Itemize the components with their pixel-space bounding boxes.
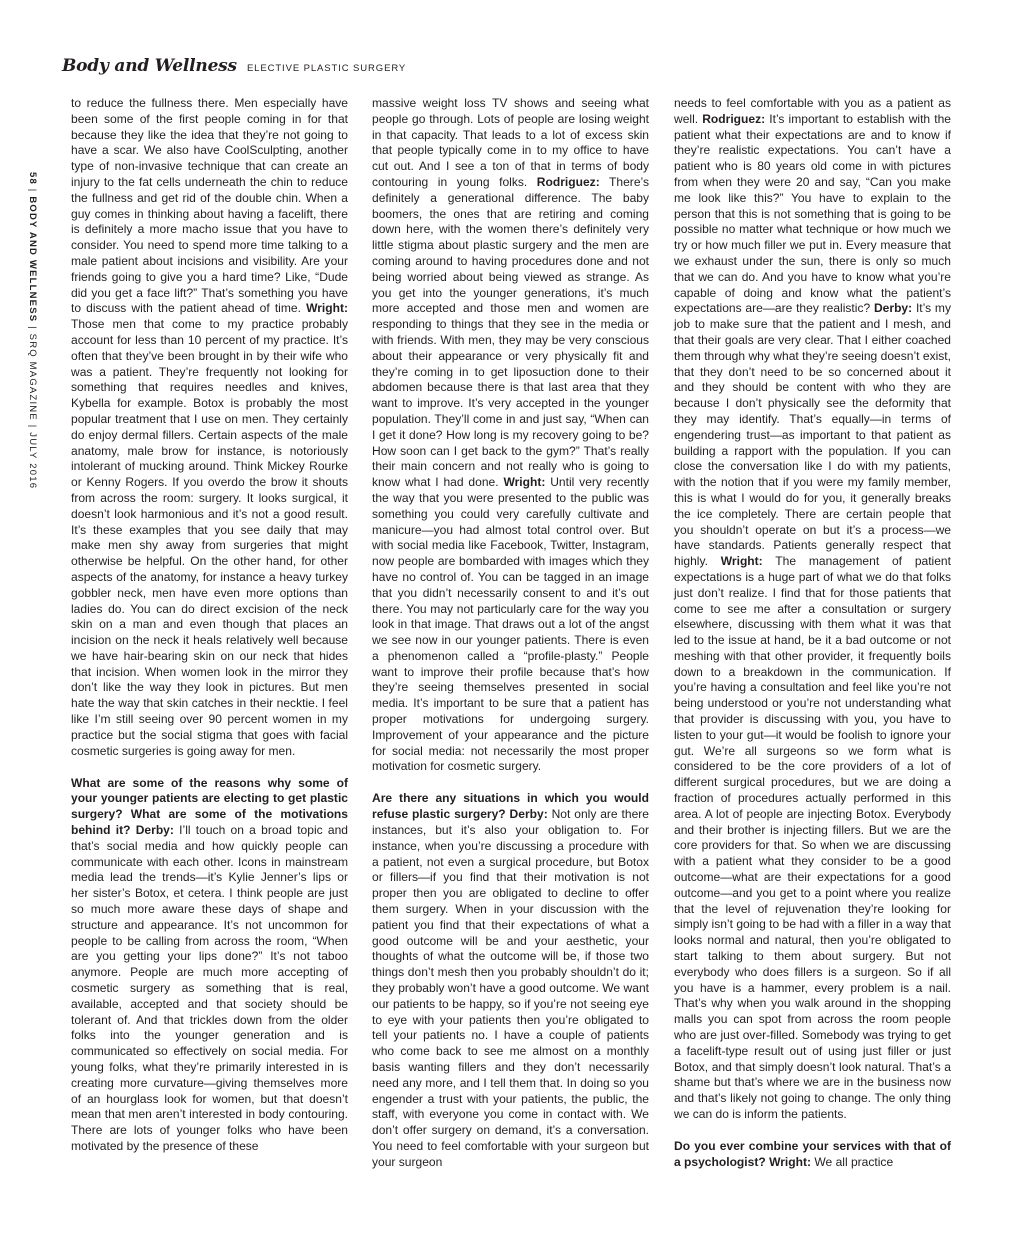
answer-text: It’s my job to make sure that the patient and I mesh, and that their goals are very clear. That I either coached them through why what they’re seeing doesn’t exist, that they don’t need to be so concerned about it and they should be content with who they are because I don’t physically see the deformity that they may identify. That’s equally—in terms of engendering trust—as important to that patient as building a rapport with the population. If you can close the conversation like I do with my patients, with the notion that if you were my family member, this is what I would do for you, it generally breaks the ice completely. There are certain people that you shouldn’t operate on but it’s a process—we have standards. Patients generally respect that highly. — [674, 301, 951, 569]
folio-section: BODY AND WELLNESS — [27, 196, 38, 323]
section-subtitle: ELECTIVE PLASTIC SURGERY — [246, 63, 407, 74]
article-paragraph — [71, 96, 348, 759]
page-number: 58 — [27, 172, 38, 185]
speaker-name: Rodriguez: — [702, 111, 766, 126]
section-title: Body and Wellness — [62, 56, 237, 76]
answer-text: I’ll touch on a broad topic and that’s social media and how quickly people can communicate with each other. Icons in mainstream media lead the trends—it’s Kylie Jenner’s lips or her sister’s Botox, et cetera. I think people are just so much more aware these days of shape and structure and appearance. It’s not uncommon for people to be calling from across the room, “When are you getting your lips done?” It’s not taboo anymore. People are much more accepting of cosmetic surgery as something that is real, available, accepted and that society should be tolerant of. And that trickles down from the older folks into the younger generation and is communicated so effectively on social media. For young folks, what they’re primarily interested in is creating more curvature—giving themselves more of an hourglass look for women, but that doesn’t mean that men aren’t interested in body contouring. There are lots of younger folks who have been motivated by the presence of these — [71, 823, 349, 1153]
answer-text: We all practice — [814, 1154, 894, 1169]
speaker-name: Wright: — [503, 475, 546, 490]
answer-text: to reduce the fullness there. Men especially have been some of the first people coming in for that because they like the idea that they’re not going to have a scar. We also have CoolSculpting, another type of non-invasive technique that can create an injury to the fat cells underneath the chin to reduce the fullness and get rid of the double chin. When a guy comes in thinking about having a facelift, there is definitely a more macho issue that you have to consider. You need to spend more time talking to a male patient about incisions and visibility. Are your friends going to give you a hard time? Like, “Dude did you get a face lift?” That’s something you have to discuss with the patient ahead of time. — [71, 96, 348, 316]
folio-text — [27, 172, 38, 489]
article-paragraph — [674, 96, 951, 1123]
answer-text: Those men that come to my practice probably account for less than 10 percent of my practice. It’s often that they’ve been brought in by their wife who was a patient. They’re frequently not looking for something that requires needles and knives, Kybella for example. Botox is probably the most popular treatment that I use on men. They certainly do enjoy dermal fillers. Certain aspects of the male anatomy, male brow for instance, is notoriously intolerant of mucking around. Think Mickey Rourke or Kenny Rogers. If you overdo the brow it shouts from across the room: surgery. It looks surgical, it doesn’t look harmonious and it’s not a good result. It’s these examples that you see daily that may make men shy away from surgeries that might otherwise be helpful. On the other hand, for other aspects of the anatomy, for instance a heavy turkey gobbler neck, men have even more options than ladies do. You can do direct excision of the neck skin on a man and even though that places an incision on the neck it heals relatively well because we have hair-bearing skin on our neck that hides that incision. When women look in the mirror they don’t like the way they look in pictures. But men hate the way that skin catches in their necktie. I feel like I’m still seeing over 90 percent women in my practice but the social stigma that goes with facial cosmetic surgeries is going away for men. — [71, 317, 348, 758]
folio-issue: JULY 2016 — [27, 432, 38, 490]
article-column-2 — [372, 96, 649, 1171]
speaker-name: Wright: — [769, 1154, 812, 1169]
answer-text: needs to feel comfortable with you as a patient as well. — [674, 96, 951, 126]
speaker-name: Derby: — [509, 807, 548, 822]
article-column-1 — [71, 96, 348, 1155]
speaker-name: Derby: — [873, 301, 913, 316]
page-folio — [24, 172, 38, 490]
answer-text: Not only are there instances, but it’s also your obligation to. For instance, when you’re discussing a procedure with a patient, not even a surgical procedure, but Botox or fillers—if you find that their motivation is not proper then you are obligated to decline to offer them surgery. When in your discussion with the patient you find that their expectations of what a good outcome will be and your aesthetic, your thoughts of what the outcome will be, if those two things don’t mesh then you probably shouldn’t do it; they probably won’t have a good outcome. We want our patients to be happy, so if you’re not seeing eye to eye with your patients then you’re obligated to tell your patients no. I have a couple of patients who come back to see me almost on a monthly basis wanting fillers and they don’t necessarily need any more, and I tell them that. In doing so you engender a trust with your patients, the public, the staff, with everyone you come in contact with. We don’t offer surgery on demand, it’s a conversation. You need to feel comfortable with your surgeon but your surgeon — [372, 807, 649, 1169]
running-header — [62, 56, 406, 80]
interview-question-paragraph — [372, 791, 649, 1170]
article-column-3 — [674, 96, 951, 1171]
interview-question: Do you ever combine your services with that of a psychologist? — [674, 1138, 951, 1169]
folio-separator: | — [27, 322, 38, 334]
answer-text: massive weight loss TV shows and seeing what people go through. Lots of people are losing weight in that capacity. That leads to a lot of excess skin that people typically come in to my office to have cut out. And I see a ton of that in terms of body contouring in young folks. — [372, 96, 649, 189]
article-paragraph — [372, 96, 649, 775]
interview-question: Are there any situations in which you would refuse plastic surgery? — [372, 791, 649, 822]
answer-text: The management of patient expectations is a huge part of what we do that folks just don’t realize. I find that for those patients that come to see me after a consultation or surgery elsewhere, discussing with them what it was that led to the issue at hand, be it a bad outcome or not meshing with that other provider, it frequently boils down to a breakdown in the communication. If you’re having a consultation and feel like you’re not being understood or you’re not understanding what that provider is discussing with you, you have to listen to your gut—it would be foolish to ignore your gut. We’re all surgeons so we form what is considered to be the core providers of a lot of different surgical procedures, but we are doing a fraction of procedures actually performed in this area. A lot of people are injecting Botox. Everybody and their brother is injecting fillers. But we are the core providers for that. So when we are discussing with a patient what they consider to be a good outcome—what are their expectations for a good outcome—and you get to a point where you realize that the level of rejuvenation they’re looking for simply isn’t going to be had with a filler in a way that looks normal and natural, then you’re obligated to start talking to them about surgery. But not everybody who does fillers is a surgeon. So if all you have is a hammer, every problem is a nail. That’s why when you walk around in the shopping malls you can spot from across the room people who are just over-filled. Somebody was trying to get a facelift-type result out of using just filler or just Botox, and that simply doesn’t look natural. That’s a shame but that’s where we are in the business now and that’s likely not going to change. The only thing we can do is inform the patients. — [674, 554, 951, 1121]
answer-text: Until very recently the way that you were presented to the public was something you could very carefully cultivate and manicure—you had almost total control over. But with social media like Facebook, Twitter, Instagram, now people are bombarded with images which they have no control of. You can be tagged in an image that you didn’t necessarily consent to and it’s out there. You may not particularly care for the way you look in that image. That draws out a lot of the angst we see now in our younger patients. There is even a phenomenon called a “profile-plasty.” People want to improve their profile because that’s how they’re seeing themselves presented in social media. It’s important to be sure that a patient has proper motivations for undergoing surgery. Improvement of your appearance and the picture for social media: not necessarily the most proper motivation for cosmetic surgery. — [372, 475, 649, 774]
speaker-name: Wright: — [306, 301, 348, 316]
interview-question-paragraph — [71, 776, 348, 1155]
folio-separator: | — [27, 420, 38, 433]
speaker-name: Wright: — [720, 554, 763, 569]
folio-separator: | — [27, 184, 38, 197]
interview-question: What are some of the reasons why some of your younger patients are electing to get plastic surgery? What are some of the motivations behind it? — [71, 775, 348, 838]
interview-question-paragraph — [674, 1139, 951, 1171]
folio-magazine: SRQ MAGAZINE — [27, 333, 38, 421]
speaker-name: Rodriguez: — [536, 174, 600, 189]
answer-text: It’s important to establish with the patient what their expectations are and to know if they’re realistic expectations. You can’t have a patient who is 80 years old come in with pictures from when they were 20 and say, “Can you make me look like this?” You have to explain to the person that this is not something that is going to be possible no matter what technique or how much we try or how much filler we put in. Every measure that we exhaust under the sun, there is only so much that we can do. And you have to know what you’re capable of doing and know what the patient’s expectations are—are they realistic? — [674, 111, 951, 316]
speaker-name: Derby: — [135, 823, 174, 838]
answer-text: There’s definitely a generational difference. The baby boomers, the ones that are retiring and coming down here, with the women there’s definitely very little stigma about plastic surgery and the men are coming around to having procedures done and not being worried about being viewed as strange. As you get into the younger generations, it’s much more accepted and those men and women are responding to things that they see in the media or with friends. With men, they may be very conscious about their appearance or very physically fit and they’re coming in to get liposuction done to their abdomen because there is that last area that they want to improve. It’s very accepted in the younger population. They’ll come in and just say, “When can I get it done? How long is my recovery going to be? How soon can I get back to the gym?” That’s really their main concern and not really who is going to know what I had done. — [372, 174, 649, 490]
